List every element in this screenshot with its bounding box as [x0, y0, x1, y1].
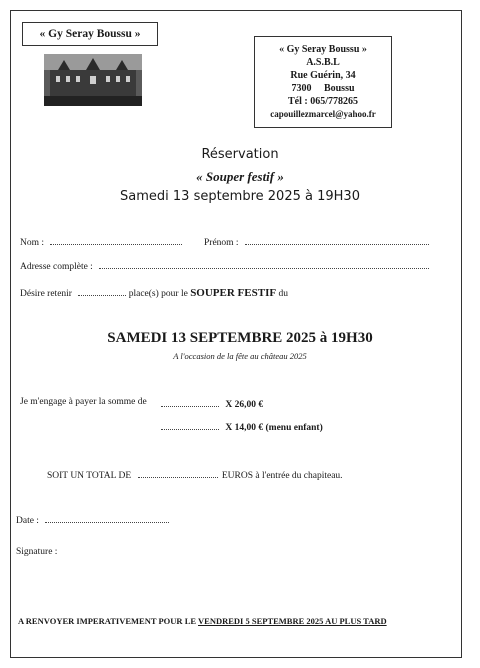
- return-deadline-notice: [18, 616, 387, 626]
- nom-row: [20, 235, 182, 248]
- engage-label: Je m'engage à payer la somme de: [20, 397, 147, 407]
- total-label: SOIT UN TOTAL DE: [47, 471, 132, 481]
- address-asbl: A.S.B.L: [306, 57, 340, 68]
- heading-souper-festif: « Souper festif »: [196, 169, 284, 184]
- footer-prefix: A RENVOYER IMPERATIVEMENT POUR LE: [18, 616, 197, 626]
- event-occasion: A l'occasion de la fête au château 2025: [173, 351, 307, 361]
- address-email: capouillezmarcel@yahoo.fr: [270, 109, 376, 119]
- nom-label: Nom :: [20, 238, 45, 248]
- prenom-label: Prénom :: [204, 238, 239, 248]
- address-city: 7300 Boussu: [291, 83, 355, 94]
- date-row: [16, 513, 169, 526]
- adresse-label: Adresse complète :: [20, 262, 93, 272]
- date-label: Date :: [16, 516, 39, 526]
- engage-row: [20, 397, 147, 407]
- nom-field[interactable]: [50, 235, 182, 245]
- prenom-field[interactable]: [245, 235, 429, 245]
- signature-label: Signature :: [16, 547, 58, 557]
- prenom-row: [204, 235, 429, 248]
- child-qty-field[interactable]: [161, 420, 219, 430]
- address-box: [254, 36, 392, 128]
- footer-deadline: VENDREDI 5 SEPTEMBRE 2025 AU PLUS TARD: [198, 616, 387, 626]
- child-row: [161, 420, 323, 433]
- signature-row: [16, 547, 57, 557]
- total-field[interactable]: [138, 468, 218, 478]
- total-row: [47, 468, 343, 481]
- desire-row: [20, 286, 288, 299]
- desire-label: Désire retenir: [20, 289, 72, 299]
- places-text: place(s) pour le: [128, 289, 188, 299]
- adresse-field[interactable]: [99, 259, 429, 269]
- address-phone: Tél : 065/778265: [288, 96, 358, 107]
- du-text: du: [278, 289, 288, 299]
- total-suffix: EUROS à l'entrée du chapiteau.: [221, 471, 343, 481]
- heading-date: Samedi 13 septembre 2025 à 19H30: [120, 189, 360, 204]
- address-org: « Gy Seray Boussu »: [279, 44, 367, 55]
- souper-text: SOUPER FESTIF: [190, 287, 277, 299]
- adult-row: [161, 397, 263, 410]
- adult-qty-field[interactable]: [161, 397, 219, 407]
- event-date: SAMEDI 13 SEPTEMBRE 2025 à 19H30: [107, 330, 373, 346]
- org-name-box: « Gy Seray Boussu »: [22, 22, 158, 46]
- heading-reservation: Réservation: [201, 147, 279, 162]
- adult-price: X 26,00 €: [225, 400, 264, 410]
- date-field[interactable]: [45, 513, 169, 523]
- adresse-row: [20, 259, 429, 272]
- child-price: X 14,00 € (menu enfant): [225, 423, 323, 433]
- places-field[interactable]: [78, 286, 126, 296]
- castle-illustration: [44, 54, 142, 106]
- address-street: Rue Guérin, 34: [290, 70, 356, 81]
